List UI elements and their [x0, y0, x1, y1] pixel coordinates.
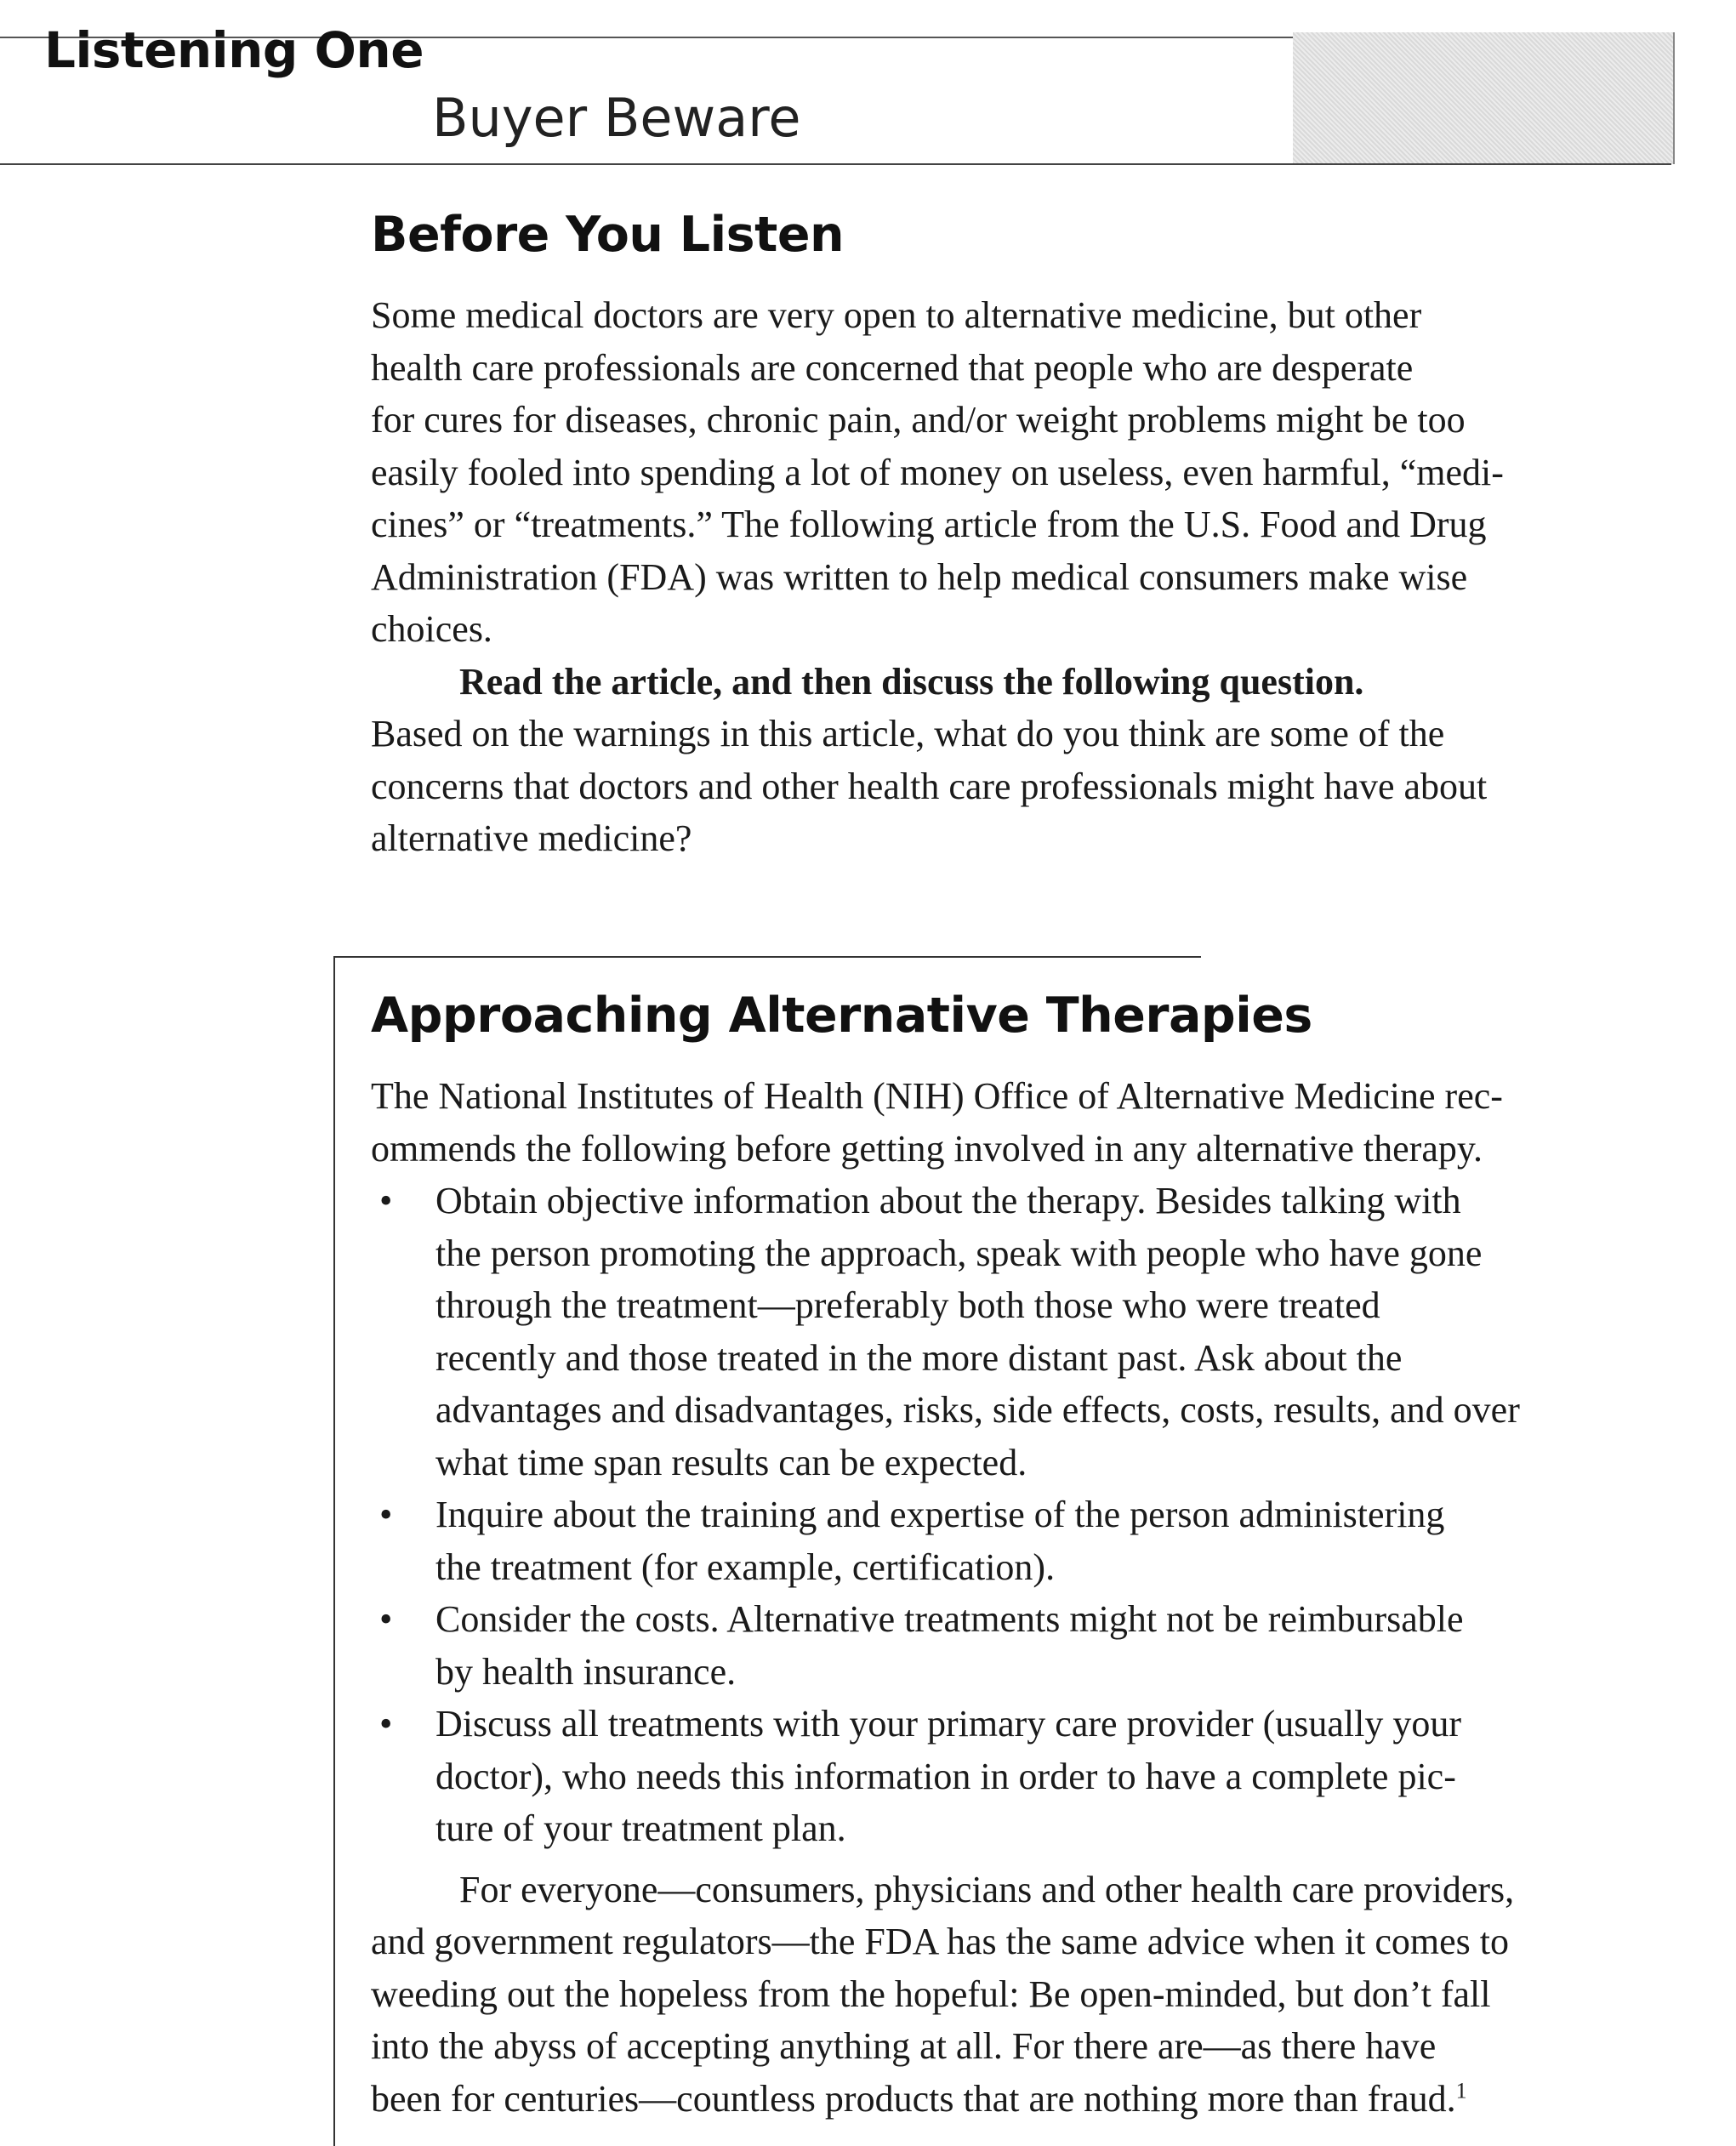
section-label: Listening One — [44, 21, 424, 79]
list-item — [371, 1593, 1664, 1698]
intro-line: easily fooled into spending a lot of money on useless, even harmful, “medi- — [371, 451, 1504, 493]
question-line: alternative medicine? — [371, 817, 692, 859]
article-box — [333, 956, 1677, 2146]
bullet-icon: • — [379, 1494, 393, 1535]
intro-line: choices. — [371, 608, 492, 650]
list-item-line: through the treatment—preferably both those who were treated — [435, 1284, 1380, 1326]
closing-line: and government regulators—the FDA has the same advice when it comes to — [371, 1921, 1509, 1962]
list-item-line: ture of your treatment plan. — [435, 1807, 846, 1849]
article-title: Approaching Alternative Therapies — [371, 988, 1312, 1044]
before-you-listen-heading: Before You Listen — [371, 207, 845, 263]
list-item-line: the person promoting the approach, speak with people who have gone — [435, 1232, 1483, 1274]
bullet-icon: • — [379, 1703, 393, 1745]
question-line: Based on the warnings in this article, what do you think are some of the — [371, 713, 1445, 754]
intro-line: health care professionals are concerned that people who are desperate — [371, 346, 1414, 389]
intro-line: Administration (FDA) was written to help medical consumers make wise — [371, 555, 1468, 598]
section-title: Buyer Beware — [432, 87, 801, 149]
intro-paragraph — [371, 289, 1672, 656]
list-item-line: Discuss all treatments with your primary care provider (usually your — [435, 1703, 1462, 1745]
intro-line: cines” or “treatments.” The following article from the U.S. Food and Drug — [371, 504, 1487, 545]
list-item-line: Obtain objective information about the therapy. Besides talking with — [435, 1180, 1461, 1221]
list-item-line: Consider the costs. Alternative treatments might not be reimbursable — [435, 1598, 1464, 1640]
article-intro-line: ommends the following before getting involved in any alternative therapy. — [371, 1127, 1483, 1170]
closing-line: into the abyss of accepting anything at all. For there are—as there have — [371, 2025, 1437, 2067]
question-line: concerns that doctors and other health care professionals might have about — [371, 765, 1488, 807]
closing-line: been for centuries—countless products that are nothing more than fraud. — [371, 2077, 1456, 2120]
header-bottom-rule — [0, 163, 1671, 165]
list-item-line: what time span results can be expected. — [435, 1441, 1027, 1483]
closing-line: For everyone—consumers, physicians and other health care providers, — [459, 1868, 1515, 1910]
intro-line: Some medical doctors are very open to alternative medicine, but other — [371, 294, 1422, 336]
closing-line: weeding out the hopeless from the hopeful: Be open-minded, but don’t fall — [371, 1972, 1491, 2015]
article-intro-line: The National Institutes of Health (NIH) Office of Alternative Medicine rec- — [371, 1075, 1503, 1117]
bullet-icon: • — [379, 1180, 393, 1221]
article-intro — [371, 1070, 1664, 1175]
recommendation-list — [371, 1175, 1664, 1855]
list-item-line: recently and those treated in the more distant past. Ask about the — [435, 1336, 1403, 1379]
article-body — [371, 1070, 1664, 2125]
section-header — [0, 0, 1736, 170]
footnote-marker: 1 — [1455, 2077, 1467, 2103]
list-item-line: by health insurance. — [435, 1650, 737, 1693]
article-box-top-rule — [333, 956, 1201, 958]
discussion-question — [371, 708, 1672, 865]
list-item — [371, 1489, 1664, 1593]
intro-line: for cures for diseases, chronic pain, and/or weight problems might be too — [371, 399, 1466, 441]
list-item-line: the treatment (for example, certification). — [435, 1545, 1056, 1588]
list-item-line: advantages and disadvantages, risks, side effects, costs, results, and over — [435, 1389, 1520, 1431]
list-item — [371, 1175, 1664, 1489]
list-item-line: doctor), who needs this information in order to have a complete pic- — [435, 1755, 1456, 1797]
bullet-icon: • — [379, 1598, 393, 1640]
article-box-left-rule — [333, 956, 335, 2146]
list-item-line: Inquire about the training and expertise of the person administering — [435, 1494, 1445, 1535]
instruction-text: Read the article, and then discuss the following question. — [459, 660, 1364, 703]
header-shaded-box — [1293, 32, 1675, 164]
before-you-listen-body — [371, 289, 1672, 865]
closing-paragraph — [371, 1864, 1664, 2126]
list-item — [371, 1698, 1664, 1855]
